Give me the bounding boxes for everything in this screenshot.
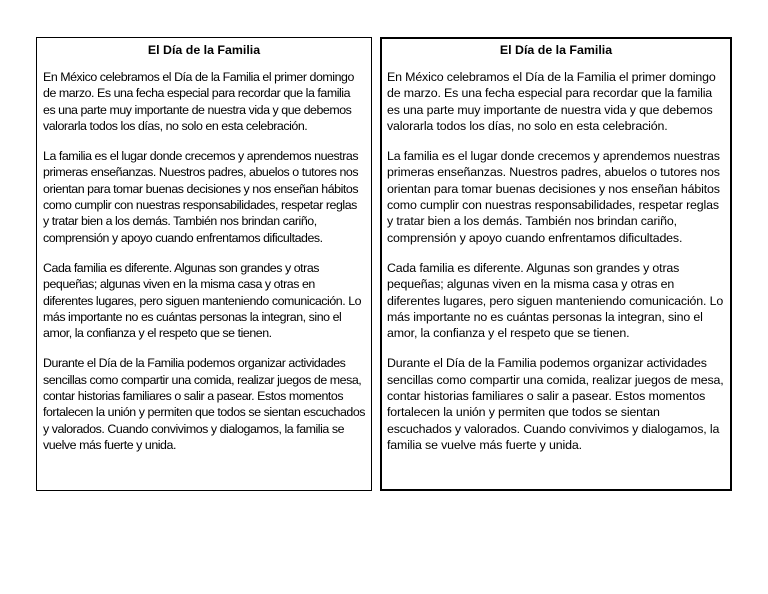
paragraph-2: La familia es el lugar donde crecemos y aprendemos nuestras primeras enseñanzas. Nuestros padres, abuelos o tutores nos orientan para tomar buenas decisiones y nos enseñan hábitos como cumplir con nuestras responsabilidades, respetar reglas y tratar bien a los demás. También nos brindan cariño, comprensión y apoyo cuando enfrentamos dificultades.: [43, 149, 359, 245]
paragraph-1: En México celebramos el Día de la Familia el primer domingo de marzo. Es una fecha especial para recordar que la familia es una parte muy importante de nuestra vida y que debemos valorarla todos los días, no solo en esta celebración.: [43, 70, 354, 133]
card-title: El Día de la Familia: [499, 43, 613, 57]
paragraph-3: Cada familia es diferente. Algunas son grandes y otras pequeñas; algunas viven en la misma casa y otras en diferentes lugares, pero siguen manteniendo comunicación. Lo más importante no es cuántas personas la integran, sino el amor, la confianza y el respeto que se tienen.: [387, 260, 724, 341]
paragraph-1: En México celebramos el Día de la Familia el primer domingo de marzo. Es una fecha especial para recordar que la familia es una parte muy importante de nuestra vida y que debemos valorarla todos los días, no solo en esta celebración.: [387, 70, 716, 133]
paragraph-2: La familia es el lugar donde crecemos y aprendemos nuestras primeras enseñanzas. Nuestros padres, abuelos o tutores nos orientan para tomar buenas decisiones y nos enseñan hábitos como cumplir con nuestras responsabilidades, respetar reglas y tratar bien a los demás. También nos brindan cariño, comprensión y apoyo cuando enfrentamos dificultades.: [387, 149, 720, 245]
paragraph-4: Durante el Día de la Familia podemos organizar actividades sencillas como compartir una comida, realizar juegos de mesa, contar historias familiares o salir a pasear. Estos momentos fortalecen la unión y permiten que todos se sientan escuchados y valorados. Cuando convivimos y dialogamos, la familia se vuelve más fuerte y unida.: [43, 356, 366, 452]
card-title: El Día de la Familia: [147, 43, 261, 57]
reading-card-right: [380, 37, 732, 491]
paragraph-3: Cada familia es diferente. Algunas son grandes y otras pequeñas; algunas viven en la misma casa y otras en diferentes lugares, pero siguen manteniendo comunicación. Lo más importante no es cuántas personas la integran, sino el amor, la confianza y el respeto que se tienen.: [43, 260, 362, 341]
reading-card-left: [36, 37, 372, 491]
paragraph-4: Durante el Día de la Familia podemos organizar actividades sencillas como compartir una comida, realizar juegos de mesa, contar historias familiares o salir a pasear. Estos momentos fortalecen la unión y permiten que todos se sientan escuchados y valorados. Cuando convivimos y dialogamos, la familia se vuelve más fuerte y unida.: [387, 356, 724, 452]
